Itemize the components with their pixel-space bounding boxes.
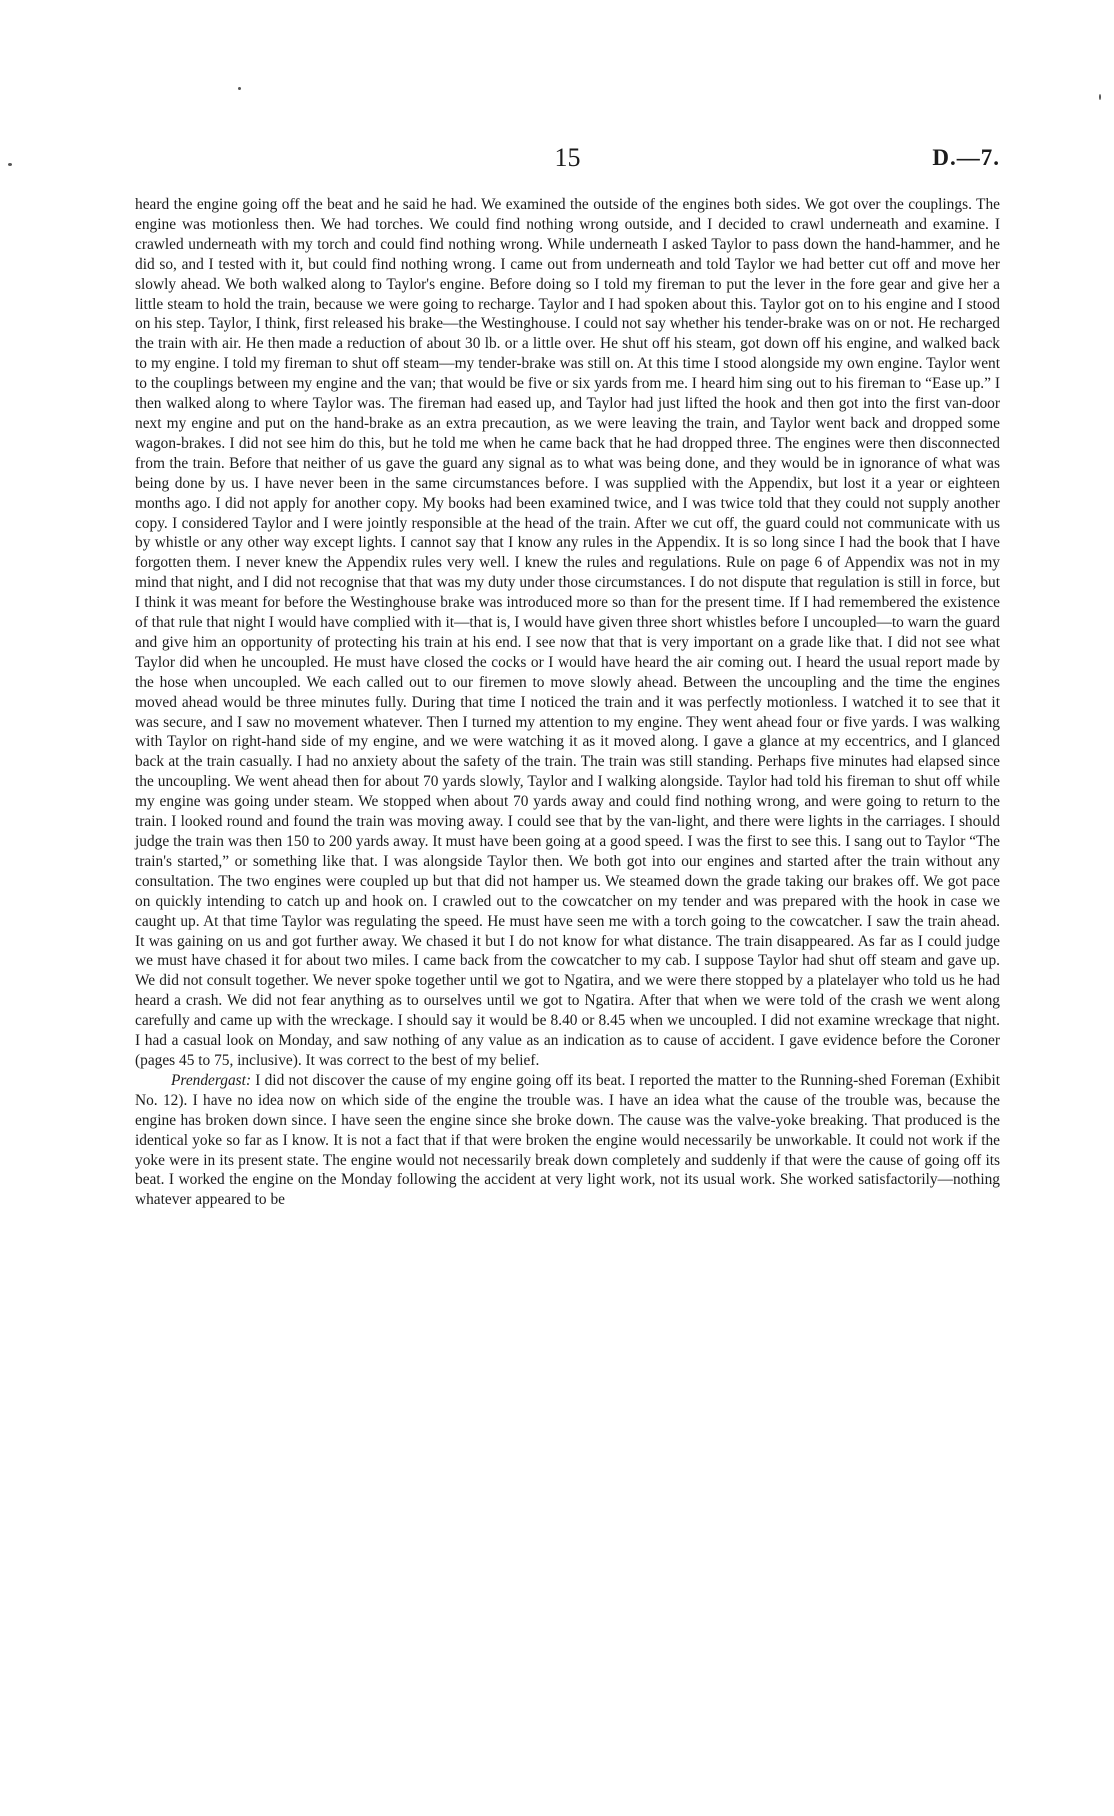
speaker-label: Prendergast: bbox=[171, 1071, 252, 1089]
scan-speck bbox=[238, 87, 241, 90]
paragraph-text: I did not discover the cause of my engine going off its beat. I reported the matter to the Running-shed Foreman (Exhibit No. 12). I have no idea now on which side of the engine the trouble was. I have an idea what the cause of the trouble was, because the engine has broken down since. I have seen the engine since she broke down. The cause was the valve-yoke breaking. That produced is the identical yoke so far as I know. It is not a fact that if that were broken the engine would necessarily be unworkable. It could not work if the yoke were in its present state. The engine would not necessarily break down completely and suddenly if that were the cause of going off its beat. I worked the engine on the Monday following the accident at very light work, not its usual work. She worked satisfactorily—nothing whatever appeared to be bbox=[135, 1071, 1000, 1209]
testimony-body bbox=[135, 195, 1000, 1210]
testimony-paragraph bbox=[135, 1071, 1000, 1210]
page-header bbox=[135, 143, 1000, 177]
testimony-paragraph bbox=[135, 195, 1000, 1071]
scan-speck bbox=[1099, 94, 1101, 100]
document-reference: D.—7. bbox=[932, 145, 1000, 170]
scan-speck bbox=[8, 163, 12, 166]
page-number: 15 bbox=[554, 143, 581, 172]
paragraph-text: heard the engine going off the beat and he said he had. We examined the outside of the engines both sides. We got over the couplings. The engine was motionless then. We had torches. We could find nothing wrong outside, and I decided to crawl underneath and examine. I crawled underneath with my torch and could find nothing wrong. While underneath I asked Taylor to pass down the hand-hammer, and he did so, and I tested with it, but could find nothing wrong. I came out from underneath and told Taylor we had better cut off and move her slowly ahead. We both walked along to Taylor's engine. Before doing so I told my fireman to put the lever in the fore gear and give her a little steam to hold the train, because we were going to recharge. Taylor and I had spoken about this. Taylor got on to his engine and I stood on his step. Taylor, I think, first released his brake—the Westinghouse. I could not say whether his tender-brake was on or not. He recharged the train with air. He then made a reduction of about 30 lb. or a little over. He shut off his steam, got down off his engine, and walked back to my engine. I told my fireman to shut off steam—my tender-brake was still on. At this time I stood alongside my own engine. Taylor went to the couplings between my engine and the van; that would be five or six yards from me. I heard him sing out to his fireman to “Ease up.” I then walked along to where Taylor was. The fireman had eased up, and Taylor had just lifted the hook and then got into the first van-door next my engine and put on the hand-brake as an extra precaution, as we were leaving the train, and Taylor went back and dropped some wagon-brakes. I did not see him do this, but he told me when he came back that he had dropped three. The engines were then disconnected from the train. Before that neither of us gave the guard any signal as to what was being done, and they would be in ignorance of what was being done by us. I have never been in the same circumstances before. I was supplied with the Appendix, but lost it a year or eighteen months ago. I did not apply for another copy. My books had been examined twice, and I was twice told that they could not supply another copy. I considered Taylor and I were jointly responsible at the head of the train. After we cut off, the guard could not communicate with us by whistle or any other way except lights. I cannot say that I know any rules in the Appendix. It is so long since I had the book that I have forgotten them. I never knew the Appendix rules very well. I knew the rules and regulations. Rule on page 6 of Appendix was not in my mind that night, and I did not recognise that that was my duty under those circumstances. I do not dispute that regulation is still in force, but I think it was meant for before the Westinghouse brake was introduced more so than for the present time. If I had remembered the existence of that rule that night I would have complied with it—that is, I would have given three short whistles before I uncoupled—to warn the guard and give him an opportunity of protecting his train at his end. I see now that that is very important on a grade like that. I did not see what Taylor did when he uncoupled. He must have closed the cocks or I would have heard the air coming out. I heard the usual report made by the hose when uncoupled. We each called out to our firemen to move slowly ahead. Between the uncoupling and the time the engines moved ahead would be three minutes fully. During that time I noticed the train and it was perfectly motionless. I watched it to see that it was secure, and I saw no movement whatever. Then I turned my attention to my engine. They went ahead four or five yards. I was walking with Taylor on right-hand side of my engine, and we were watching it as it moved along. I gave a glance at my eccentrics, and I glanced back at the train casually. I had no anxiety about the safety of the train. The train was still standing. Perhaps five minutes had elapsed since the uncoupling. We went ahead then for about 70 yards slowly, Taylor and I walking alongside. Taylor had told his fireman to shut off while my engine was going under steam. We stopped when about 70 yards away and could find nothing wrong, and were going to return to the train. I looked round and found the train was moving away. I could see that by the van-light, and there were lights in the carriages. I should judge the train was then 150 to 200 yards away. It must have been going at a good speed. I was the first to see this. I sang out to Taylor “The train's started,” or something like that. I was alongside Taylor then. We both got into our engines and started after the train without any consultation. The two engines were coupled up but that did not hamper us. We steamed down the grade taking our brakes off. We got pace on quickly intending to catch up and hook on. I crawled out to the cowcatcher on my tender and was prepared with the hook in case we caught up. At that time Taylor was regulating the speed. He must have seen me with a torch going to the cowcatcher. I saw the train ahead. It was gaining on us and got further away. We chased it but I do not know for what distance. The train disappeared. As far as I could judge we must have chased it for about two miles. I came back from the cowcatcher to my cab. I suppose Taylor had shut off steam and gave up. We did not consult together. We never spoke together until we got to Ngatira, and we were there stopped by a platelayer who told us he had heard a crash. We did not fear anything as to ourselves until we got to Ngatira. After that when we were told of the crash we went along carefully and came up with the wreckage. I should say it would be 8.40 or 8.45 when we uncoupled. I did not examine wreckage that night. I had a casual look on Monday, and saw nothing of any value as an indication as to cause of accident. I gave evidence before the Coroner (pages 45 to 75, inclusive). It was correct to the best of my belief. bbox=[135, 196, 1000, 1069]
